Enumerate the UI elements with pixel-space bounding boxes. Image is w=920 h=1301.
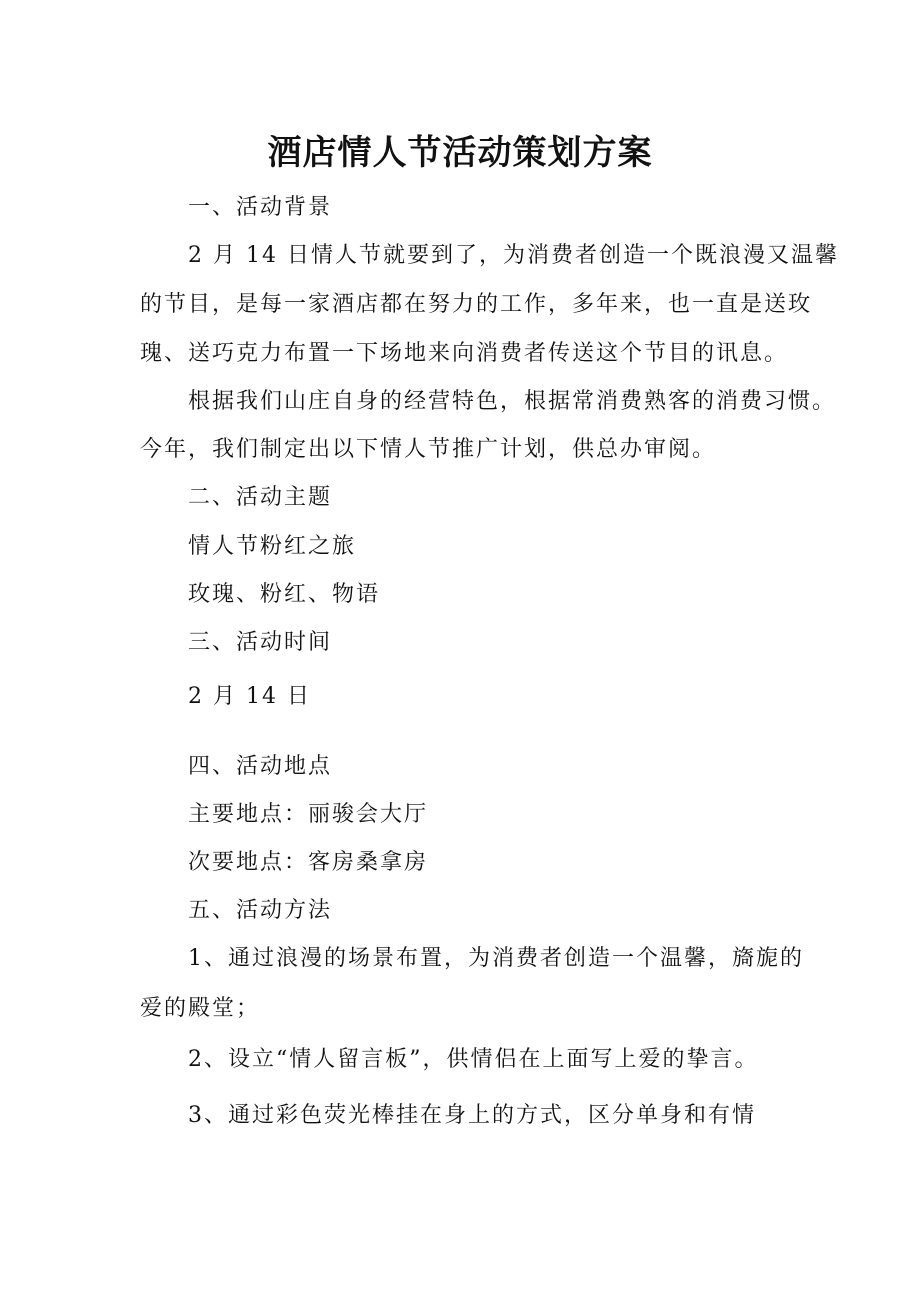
document-title: 酒店情人节活动策划方案 [267, 133, 653, 173]
section-heading-location: 四、活动地点 [188, 754, 333, 779]
paragraph-line: 的节目，是每一家酒店都在努力的工作，多年来，也一直是送玫 [140, 292, 813, 317]
paragraph-line: 今年，我们制定出以下情人节推广计划，供总办审阅。 [140, 437, 717, 462]
section-heading-time: 三、活动时间 [188, 630, 333, 655]
theme-line: 情人节粉红之旅 [188, 534, 357, 559]
location-line: 主要地点：丽骏会大厅 [188, 802, 429, 827]
method-line: 1、通过浪漫的场景布置，为消费者创造一个温馨，旖旎的 [188, 946, 804, 971]
location-line: 次要地点：客房桑拿房 [188, 850, 429, 875]
section-heading-background: 一、活动背景 [188, 195, 333, 220]
paragraph-line: 2 月 14 日情人节就要到了，为消费者创造一个既浪漫又温馨 [188, 243, 839, 268]
theme-line: 玫瑰、粉红、物语 [188, 582, 381, 607]
paragraph-line: 根据我们山庄自身的经营特色，根据常消费熟客的消费习惯。 [188, 389, 837, 414]
method-line: 2、设立“情人留言板”，供情侣在上面写上爱的挚言。 [188, 1047, 759, 1072]
method-line: 3、通过彩色荧光棒挂在身上的方式，区分单身和有情 [188, 1103, 756, 1128]
method-line: 爱的殿堂； [140, 996, 261, 1021]
section-heading-theme: 二、活动主题 [188, 485, 333, 510]
section-heading-method: 五、活动方法 [188, 898, 333, 923]
time-value: 2 月 14 日 [188, 684, 311, 709]
paragraph-line: 瑰、送巧克力布置一下场地来向消费者传送这个节目的讯息。 [140, 341, 789, 366]
